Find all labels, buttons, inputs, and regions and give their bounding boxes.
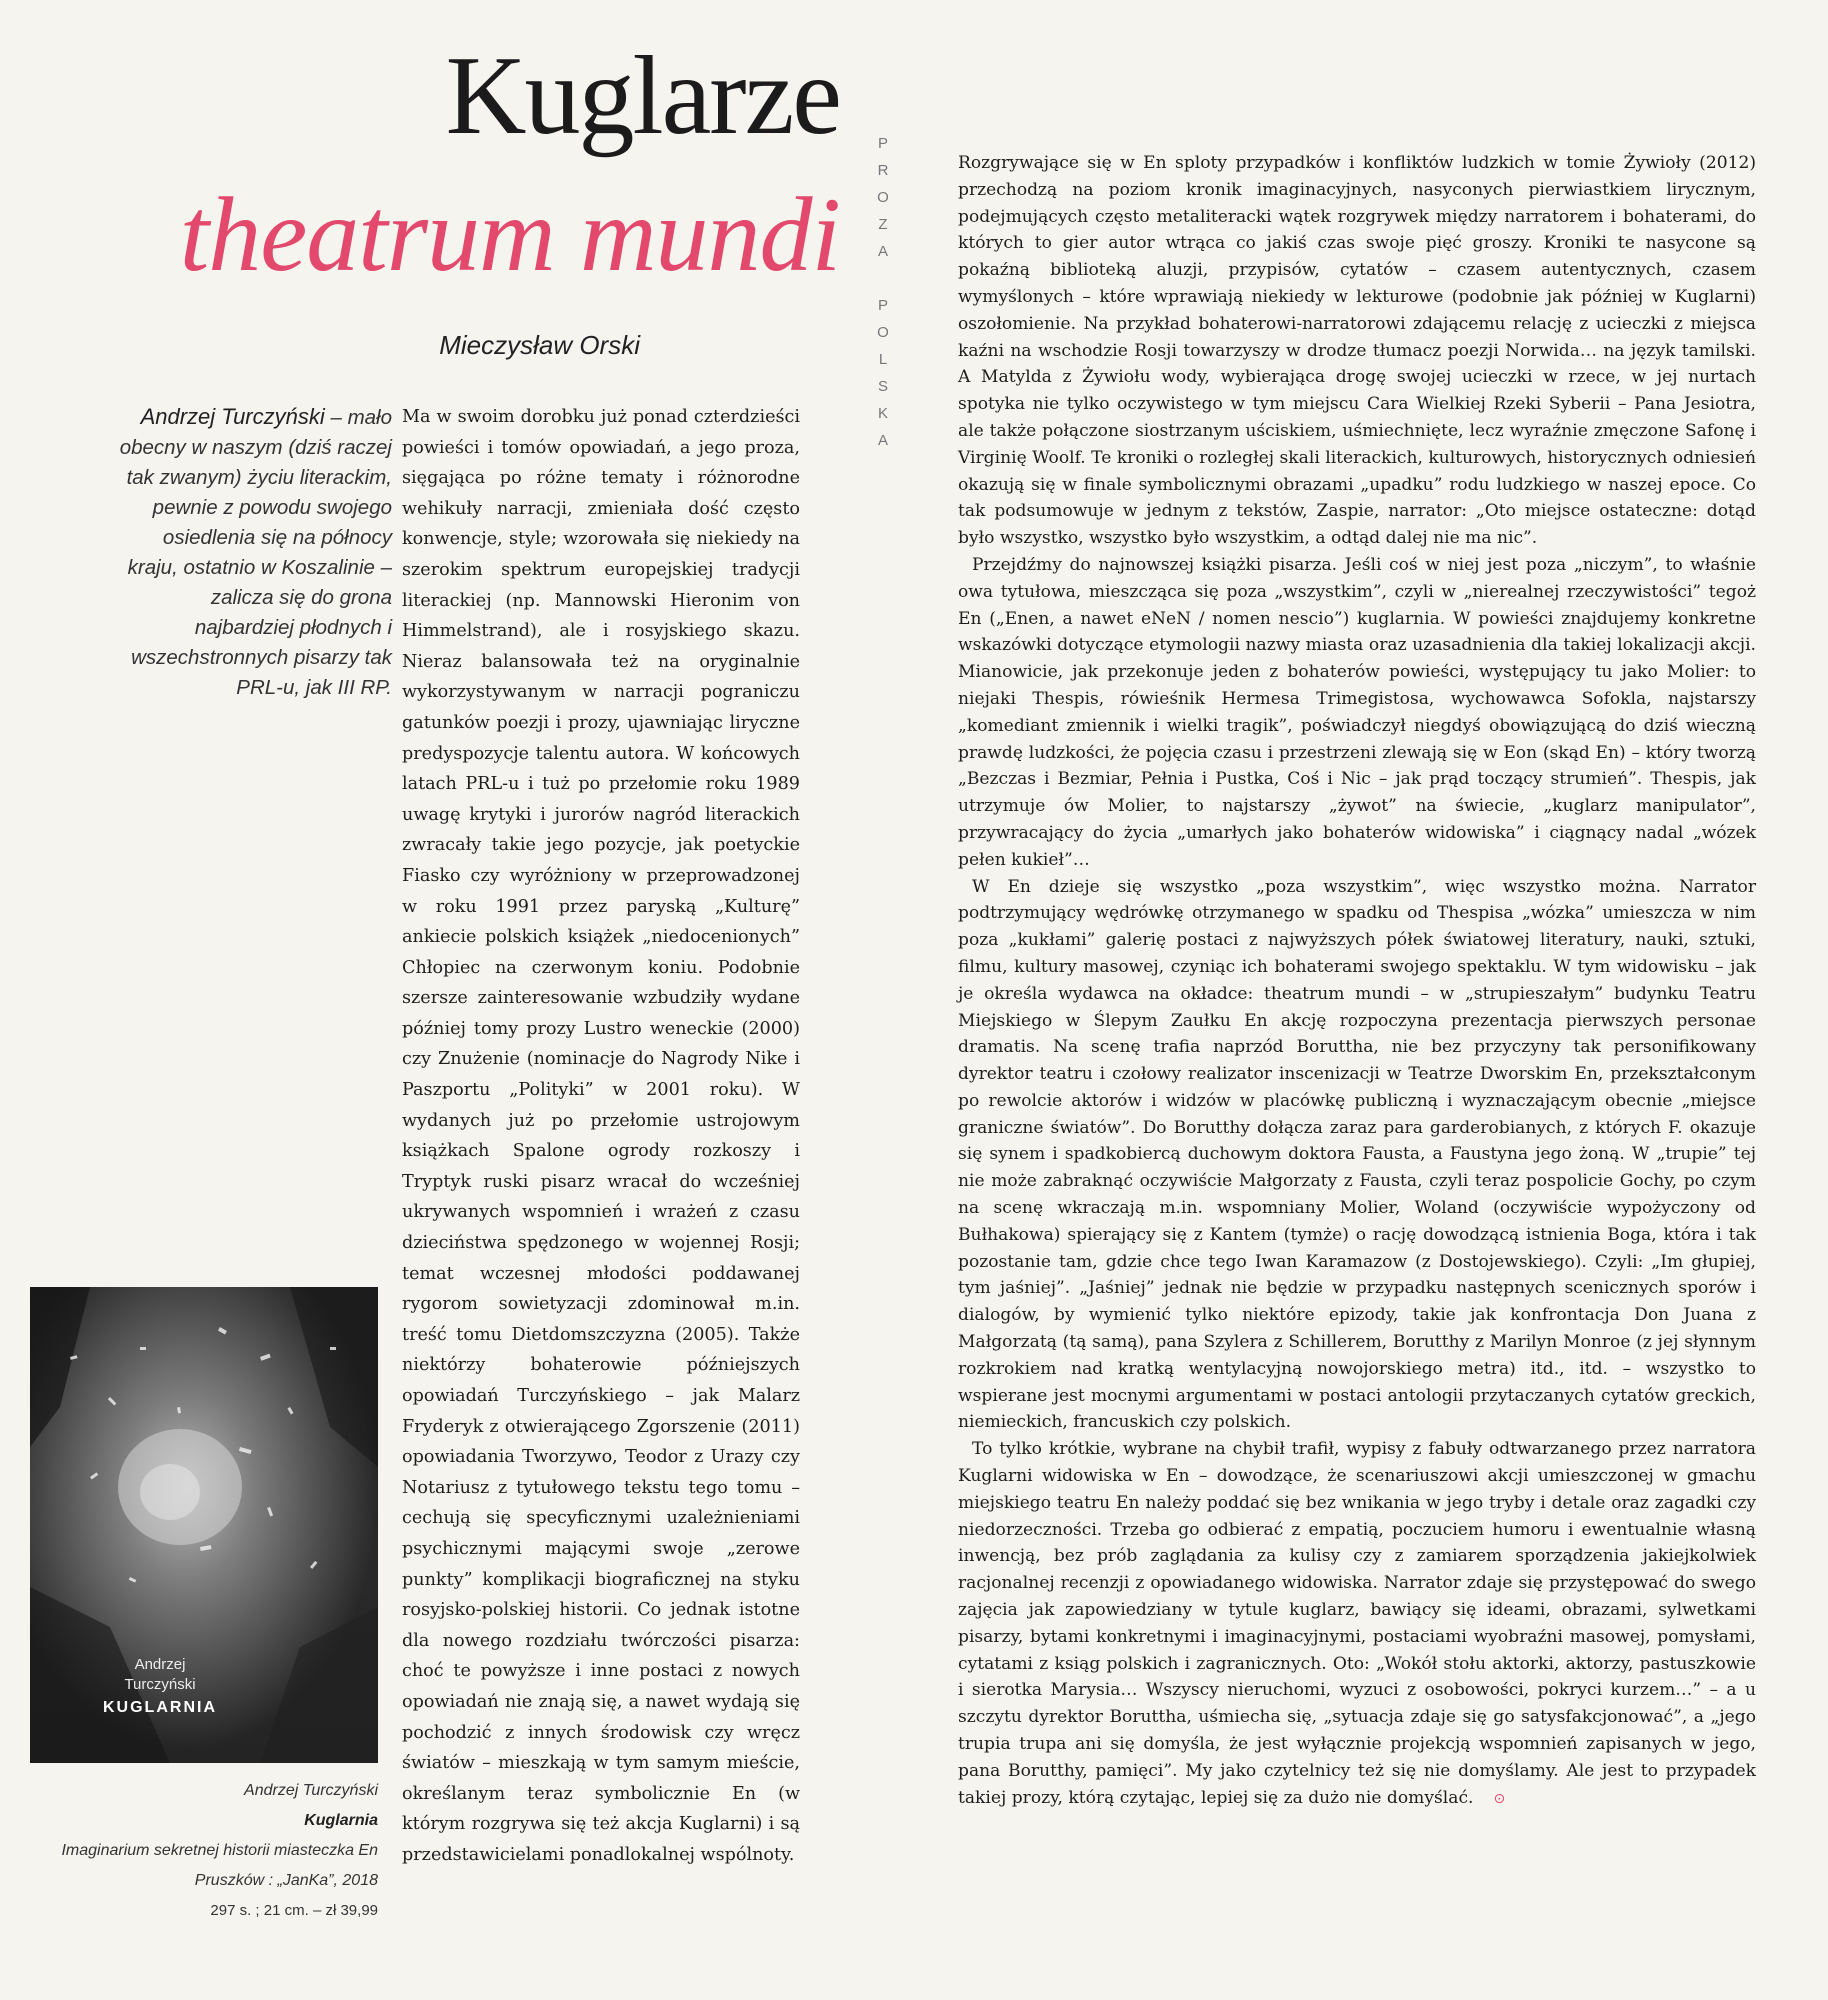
caption-title: Kuglarnia: [304, 1812, 378, 1829]
caption-meta: 297 s. ; 21 cm. – zł 39,99: [210, 1902, 378, 1919]
caption-author: Andrzej Turczyński: [244, 1782, 378, 1799]
book-cover-image: [30, 1287, 378, 1763]
section-letter: L: [878, 351, 888, 368]
section-letter: R: [877, 162, 889, 179]
right-column: [958, 150, 1756, 1812]
caption-publisher: Pruszków : „JanKa”, 2018: [194, 1872, 378, 1889]
lead-text: – mało obecny w naszym (dziś raczej tak zwanym) życiu literackim, pewnie z powodu swojego osiedlenia się na północy kraju, ostatnio w Koszalinie – zalicza się do grona najbardziej płodnych i wszechstronnych pisarzy tak PRL-u, jak III RP.: [119, 406, 392, 699]
right-paragraph: [958, 1436, 1756, 1812]
right-paragraph: Rozgrywające się w En sploty przypadków i konfliktów ludzkich w tomie Żywioły (2012) przechodzą na poziom kronik imaginacyjnych, nasyconych pierwiastkiem lirycznym, podejmujących często metaliteracki wątek rozgrywek między narratorem i bohaterami, do których to gier autor wtrąca co jakiś czas swoje pięć groszy. Kroniki te nasycone są pokaźną biblioteką aluzji, przypisów, cytatów – czasem autentycznych, czasem wymyślonych – które wprawiają niekiedy w lekturowe (podobnie jak później w Kuglarni) oszołomienie. Na przykład bohaterowi-narratorowi zdającemu relację z ucieczki z miejsca kaźni na wschodzie Rosji towarzyszy w drodze tłumacz poezji Norwida… na język tamilski. A Matylda z Żywiołu wody, wybierająca drogę swojej ucieczki w rzece, w jej nurtach spotyka nie tylko oczywistego w tym miejscu Cara Wielkiej Rzeki Syberii – Pana Jesiotra, ale także połączone siostrzanym uściskiem, uśmiechnięte, lecz wyraźnie zmęczone Safonę i Virginię Woolf. Te kroniki o rozległej skali literackich, kulturowych, historycznych odniesień okazują się w finale symbolicznymi obrazami „upadku” rodu ludzkiego w naszej epoce. Co tak podsumowuje w jednym z tekstów, Zaspie, narrator: „Oto miejsce ostateczne: dotąd było wszystko, wszystko było wszystkim, a odtąd dalej nie ma nic”.: [958, 153, 1756, 549]
section-letter: P: [877, 135, 888, 152]
book-caption: [8, 1776, 378, 1926]
lead-name: Andrzej Turczyński: [140, 404, 325, 429]
cover-author-line: Andrzej: [134, 1656, 186, 1673]
section-letter: Z: [878, 216, 888, 233]
section-letter: A: [877, 243, 888, 260]
section-letter: O: [877, 324, 889, 341]
cover-author-line: Turczyński: [124, 1676, 196, 1693]
right-paragraph: Przejdźmy do najnowszej książki pisarza. Jeśli coś w niej jest poza „niczym”, to właśnie owa tytułowa, mieszcząca się poza „wszystkim”, czyli w „nierealnej rzeczywistości” tegoż En („Enen, a nawet eNeN / nomen nescio”) kuglarnia. W powieści znajdujemy konkretne wskazówki dotyczące etymologii nazwy miasta oraz uzasadnienia dla takiej lokalizacji akcji. Mianowicie, jak przekonuje jeden z bohaterów powieści, występujący tu jako Molier: to niejaki Thespis, rówieśnik Hermesa Trimegistosa, wychowawca Sofokla, najstarszy „komediant zmiennik i wielki tragik”, poświadczył niegdyś obowiązującą do dziś wieczną prawdę ludzkości, że pojęcia czasu i przestrzeni zlewają się w Eon (skąd En) – który tworzą „Bezczas i Bezmiar, Pełnia i Pustka, Coś i Nic – jak prąd toczący strumień”. Thespis, jak utrzymuje ów Molier, to najstarszy „żywot” na świecie, „kuglarz manipulator”, przywracający do życia „umarłych jako bohaterów widowiska” i ciągnący nadal „wózek pełen kukieł”…: [958, 554, 1756, 870]
right-paragraph: W En dzieje się wszystko „poza wszystkim”, więc wszystko można. Narrator podtrzymujący wędrówkę otrzymanego w spadku od Thespisa „wózka” umieszcza w nim poza „kukłami” galerię postaci z najwyższych półek światowej literatury, nauki, sztuki, filmu, kultury masowej, czyniąc ich bohaterami swojego spektaklu. W tym widowisku – jak je określa wydawca na okładce: theatrum mundi – w „strupieszałym” budynku Teatru Miejskiego w Ślepym Zaułku En akcję rozpoczyna prezentacja pierwszych personae dramatis. Na scenę trafia naprzód Boruttha, nie bez przyczyny tak personifikowany dyrektor teatru i czołowy realizator inscenizacji w Teatrze Dworskim En, przekształconym po rewolcie aktorów i widzów w placówkę publiczną i wyznaczającym obecnie „miejsce graniczne światów”. Do Borutthy dołącza zaraz para garderobianych, z których F. okazuje się synem i spadkobiercą duchowym doktora Fausta, a Faustyna jego żoną. W „trupie” tej nie może zabraknąć oczywiście Małgorzaty z Fausta, czyli teraz pospolicie Gochy, po czym na scenę wkraczają m.in. wspomniany Molier, Woland (oczywiście wypożyczony od Bułhakowa) spierający się z Kantem (tymże) o rację dowodzącą istnienia Boga, która i tak pozostanie tam, gdzie chce tego Iwan Karamazow (z Dostojewskiego). Czyli: „Im głupiej, tym jaśniej”. „Jaśniej” jednak nie będzie w przypadku następnych scenicznych sporów i dialogów, by wymienić tylko niektóre epizody, takie jak konfrontacja Don Juana z Małgorzatą (tą samą), pana Szylera z Schillerem, Borutthy z Marilyn Monroe (z jej słynnym rozkrokiem nad kratką wentylacyjną nowojorskiego metra) itd., itd. – wszystko to wspierane jest mocnymi argumentami w postaci antologii przytaczanych cytatów greckich, niemieckich, francuskich czy polskich.: [958, 876, 1756, 1433]
article-author: Mieczysław Orski: [439, 330, 640, 360]
end-mark-icon: ⊙: [1493, 1790, 1506, 1807]
section-letter: A: [877, 432, 888, 449]
section-label: [868, 130, 898, 454]
section-letter: S: [877, 378, 888, 395]
section-letter: [868, 265, 898, 292]
section-letter: O: [877, 189, 889, 206]
title-line-2: theatrum mundi: [179, 176, 840, 293]
caption-subtitle: Imaginarium sekretnej historii miasteczka En: [61, 1842, 378, 1859]
middle-column-text: Ma w swoim dorobku już ponad czterdzieści powieści i tomów opowiadań, a jego proza, sięgająca po różne tematy i różnorodne wehikuły narracji, zmieniała dość często konwencje, style; wzorowała się niekiedy na szerokim spektrum europejskiej tradycji literackiej (np. Mannowski Hieronim von Himmelstrand), ale i rosyjskiego skazu. Nieraz balansowała też na oryginalnie wykorzystywanym w narracji pograniczu gatunków poezji i prozy, ujawniając liryczne predyspozycje talentu autora. W końcowych latach PRL-u i tuż po przełomie roku 1989 uwagę krytyki i jurorów nagród literackich zwracały takie jego pozycje, jak poetyckie Fiasko czy wyróżniony w przeprowadzonej w roku 1991 przez paryską „Kulturę” ankiecie polskich książek „niedocenionych” Chłopiec na czerwonym koniu. Podobnie szersze zainteresowanie wzbudziły wydane później tomy prozy Lustro weneckie (2000) czy Znużenie (nominacje do Nagrody Nike i Paszportu „Polityki” w 2001 roku). W wydanych już po przełomie ustrojowym książkach Spalone ogrody rozkoszy i Tryptyk ruski pisarz wracał do wcześniej ukrywanych wspomnień i wrażeń z czasu dzieciństwa spędzonego w wojennej Rosji; temat wczesnej młodości poddawanej rygorom sowietyzacji zdominował m.in. treść tomu Dietdomszczyzna (2005). Także niektórzy bohaterowie późniejszych opowiadań Turczyńskiego – jak Malarz Fryderyk z otwierającego Zgorszenie (2011) opowiadania Tworzywo, Teodor z Urazy czy Notariusz z tytułowego tekstu tego tomu – cechują się specyficznymi uzależnieniami psychicznymi mającymi swoje „zerowe punkty” komplikacji biograficznej na styku rosyjsko-polskiej historii. Co jednak istotne dla nowego rozdziału twórczości pisarza: choć te powyższe i inne postaci z nowych opowiadań nie znają się, a nawet wydają się pochodzić z innych środowisk czy wręcz światów – mieszkają w tym samym mieście, określanym teraz symbolicznie En (w którym rozgrywa się też akcja Kuglarni) i są przedstawicielami ponadlokalnej wspólnoty.: [402, 407, 800, 1865]
title-line-1: Kuglarze: [445, 34, 840, 158]
middle-column: [402, 402, 800, 1871]
section-letter: K: [877, 405, 888, 422]
section-letter: P: [877, 297, 888, 314]
cover-title: KUGLARNIA: [103, 1699, 217, 1716]
lead-paragraph: [110, 402, 392, 703]
cover-author: [30, 1655, 290, 1695]
right-paragraph-text: To tylko krótkie, wybrane na chybił trafił, wypisy z fabuły odtwarzanego przez narratora Kuglarni widowiska w En – dowodzące, że scenariuszowi akcji umieszczonej w gmachu miejskiego teatru En należy poddać się bez wnikania w jego tryby i detale oraz zagadki czy niedorzeczności. Trzeba go odbierać z empatią, poczuciem humoru i ewentualnie własną inwencją, bez prób zaglądania za kulisy czy z zamiarem sporządzenia jakiejkolwiek racjonalnej recenzji z opowiadanego widowiska. Narrator zdaje się przystępować do swego zajęcia jak zapowiedziany w tytule kuglarz, bawiący się ideami, obrazami, sylwetkami pisarzy, bytami konkretnymi i imaginacyjnymi, postaciami wyobraźni masowej, pomysłami, cytatami z ksiąg polskich i zagranicznych. Oto: „Wokół stołu aktorki, aktorzy, pastuszkowie i sierotka Marysia… Wszyscy nieruchomi, wyzuci z osobowości, pokryci kurzem…” – a u szczytu dyrektor Boruttha, uśmiecha się, „sytuacja zdaje się go satysfakcjonować”, a „jego trupia trupa ani się domyśla, że jest wyłącznie projekcją wspomnień zapisanych w jego, pana Borutthy, pamięci”. My jako czytelnicy też się nie domyślamy. Ale jest to przypadek takiej prozy, którą czytając, lepiej się za dużo nie domyślać.: [958, 1439, 1756, 1808]
